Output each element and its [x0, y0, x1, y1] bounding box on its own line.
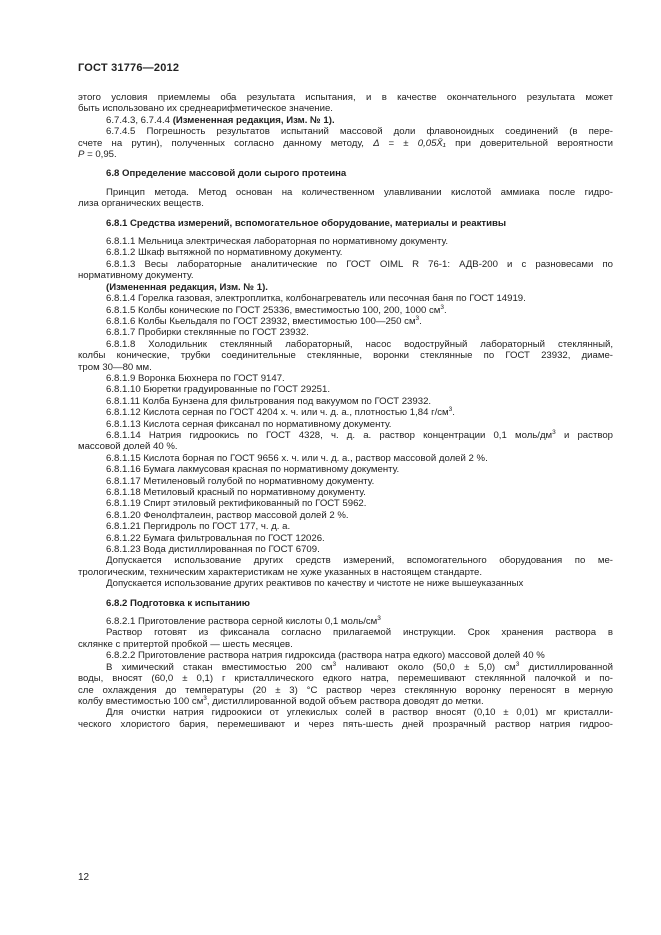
section-heading-6-8-2: 6.8.2 Подготовка к испытанию: [106, 597, 250, 609]
amendment-note: 6.7.4.3, 6.7.4.4 (Измененная редакция, Изм. № 1).: [106, 114, 335, 126]
text-line: ческого хлористого бария, перемешивают и через пять-шесть дней прозрачный раствор натрия гидроо-: [78, 718, 613, 730]
list-item: 6.8.1.12 Кислота серная по ГОСТ 4204 х. ч. или ч. д. а., плотностью 1,84 $г/см^3$.: [106, 406, 455, 419]
list-item: 6.8.1.9 Воронка Бюхнера по ГОСТ 9147.: [106, 372, 285, 384]
list-item: 6.8.1.21 Пергидроль по ГОСТ 177, ч. д. а.: [106, 521, 291, 533]
list-item: 6.8.1.4 Горелка газовая, электроплитка, колбонагреватель или песочная баня по ГОСТ 14919.: [106, 293, 526, 305]
list-item: 6.8.1.7 Пробирки стеклянные по ГОСТ 23932.: [106, 327, 309, 339]
text-line: трологическим, техническим характеристикам не хуже указанных в настоящем стандарте.: [78, 566, 483, 578]
list-item: 6.8.1.11 Колба Бунзена для фильтрования под вакуумом по ГОСТ 23932.: [106, 395, 432, 407]
list-item: 6.8.1.16 Бумага лакмусовая красная по нормативному документу.: [106, 464, 400, 476]
text-line: Допускается использование других средств измерений, вспомогательного оборудования по ме-: [106, 555, 613, 567]
text-line: счете на рутин), полученных согласно данному методу, Δ = ± 0,05X̄₁ при доверительной вероятности: [78, 137, 613, 149]
list-item: 6.8.1.22 Бумага фильтровальная по ГОСТ 12026.: [106, 532, 325, 544]
list-item: 6.8.1.6 Колбы Кьельдаля по ГОСТ 23932, вместимостью 100—250 $см^3$.: [106, 314, 422, 327]
text-line: сле охлаждения до температуры (20 ± 3) °С раствор через стеклянную воронку переносят в мерную: [78, 684, 613, 696]
document-body: [78, 92, 613, 730]
text-line: нормативному документу.: [78, 270, 194, 282]
text-line: колбы конические, трубки соединительные стеклянные, воронки стеклянные по ГОСТ 23932, диаме-: [78, 350, 613, 362]
section-heading-6-8: 6.8 Определение массовой доли сырого протеина: [106, 168, 347, 180]
list-item: 6.8.1.15 Кислота борная по ГОСТ 9656 х. ч. или ч. д. а., раствор массовой долей 2 %.: [106, 452, 488, 464]
formula: Δ = ± 0,05X̄₁: [373, 137, 446, 149]
list-item: 6.8.1.14 Натрия гидроокись по ГОСТ 4328, ч. д. а. раствор концентрации 0,1 моль/$дм^3$ и раствор: [106, 428, 613, 441]
document-header: ГОСТ 31776—2012: [78, 62, 180, 74]
text-line: Для очистки натрия гидроокиси от углекислых солей в раствор вносят (0,10 ± 0,01) мг кристалли-: [106, 707, 613, 719]
list-item: 6.8.1.2 Шкаф вытяжной по нормативному документу.: [106, 247, 343, 259]
text-line: лиза органических веществ.: [78, 198, 204, 210]
amendment-note: (Измененная редакция, Изм. № 1).: [106, 281, 268, 293]
text-line: Допускается использование других реактивов по качеству и чистоте не ниже вышеуказанных: [106, 578, 524, 590]
text-line: В химический стакан вместимостью 200 $см^3$ наливают около (50,0 ± 5,0) $см^3$ дистиллированной: [106, 660, 614, 673]
list-item: 6.8.1.8 Холодильник стеклянный лабораторный, насос водоструйный лабораторный стеклянный,: [106, 338, 613, 350]
page-number: 12: [78, 872, 90, 883]
list-item: 6.8.1.1 Мельница электрическая лабораторная по нормативному документу.: [106, 236, 448, 248]
text-line: воды, вносят (60,0 ± 0,1) г кристаллического едкого натра, перемешивают стеклянной палочкой и по-: [78, 673, 613, 685]
list-item: 6.8.2.1 Приготовление раствора серной кислоты 0,1 моль/$см^3$: [106, 615, 381, 628]
list-item: 6.8.1.18 Метиловый красный по нормативному документу.: [106, 487, 366, 498]
text-line: массовой долей 40 %.: [78, 441, 178, 453]
list-item: 6.8.2.2 Приготовление раствора натрия гидроксида (раствора натра едкого) массовой долей 40 %: [106, 650, 545, 662]
list-item: 6.8.1.10 Бюретки градуированные по ГОСТ 29251.: [106, 384, 331, 396]
text-line: колбу вместимостью 100 $см^3$, дистиллированной водой объем раствора доводят до метки.: [78, 694, 484, 707]
list-item: 6.8.1.5 Колбы конические по ГОСТ 25336, вместимостью 100, 200, 1000 $см^3$.: [106, 303, 447, 316]
text-line: 6.7.4.5 Погрешность результатов испытаний массовой доли флавоноидных соединений (в пере-: [106, 126, 613, 138]
list-item: 6.8.1.20 Фенолфталеин, раствор массовой долей 2 %.: [106, 509, 349, 521]
text-line: быть использовано их среднеарифметическое значение.: [78, 103, 333, 115]
list-item: 6.8.1.3 Весы лабораторные аналитические по ГОСТ OIML R 76-1: АДВ-200 и с разновесами по: [106, 258, 613, 270]
text-line: тром 30—80 мм.: [78, 361, 152, 373]
text-line: Раствор готовят из фиксанала согласно прилагаемой инструкции. Срок хранения раствора в: [106, 627, 613, 639]
text-line: Принцип метода. Метод основан на количественном улавливании кислотой аммиака после гидро-: [106, 186, 613, 198]
list-item: 6.8.1.13 Кислота серная фиксанал по нормативному документу.: [106, 418, 392, 430]
section-heading-6-8-1: 6.8.1 Средства измерений, вспомогательное оборудование, материалы и реактивы: [106, 217, 507, 229]
text-line: склянке с притертой пробкой — шесть месяцев.: [78, 638, 293, 650]
list-item: 6.8.1.19 Спирт этиловый ректификованный по ГОСТ 5962.: [106, 498, 367, 510]
text-line: P = 0,95.: [78, 149, 117, 161]
list-item: 6.8.1.17 Метиленовый голубой по нормативному документу.: [106, 475, 375, 487]
text-line: этого условия приемлемы оба результата испытания, и в качестве окончательного результата может: [78, 92, 613, 103]
list-item: 6.8.1.23 Вода дистиллированная по ГОСТ 6709.: [106, 544, 320, 556]
